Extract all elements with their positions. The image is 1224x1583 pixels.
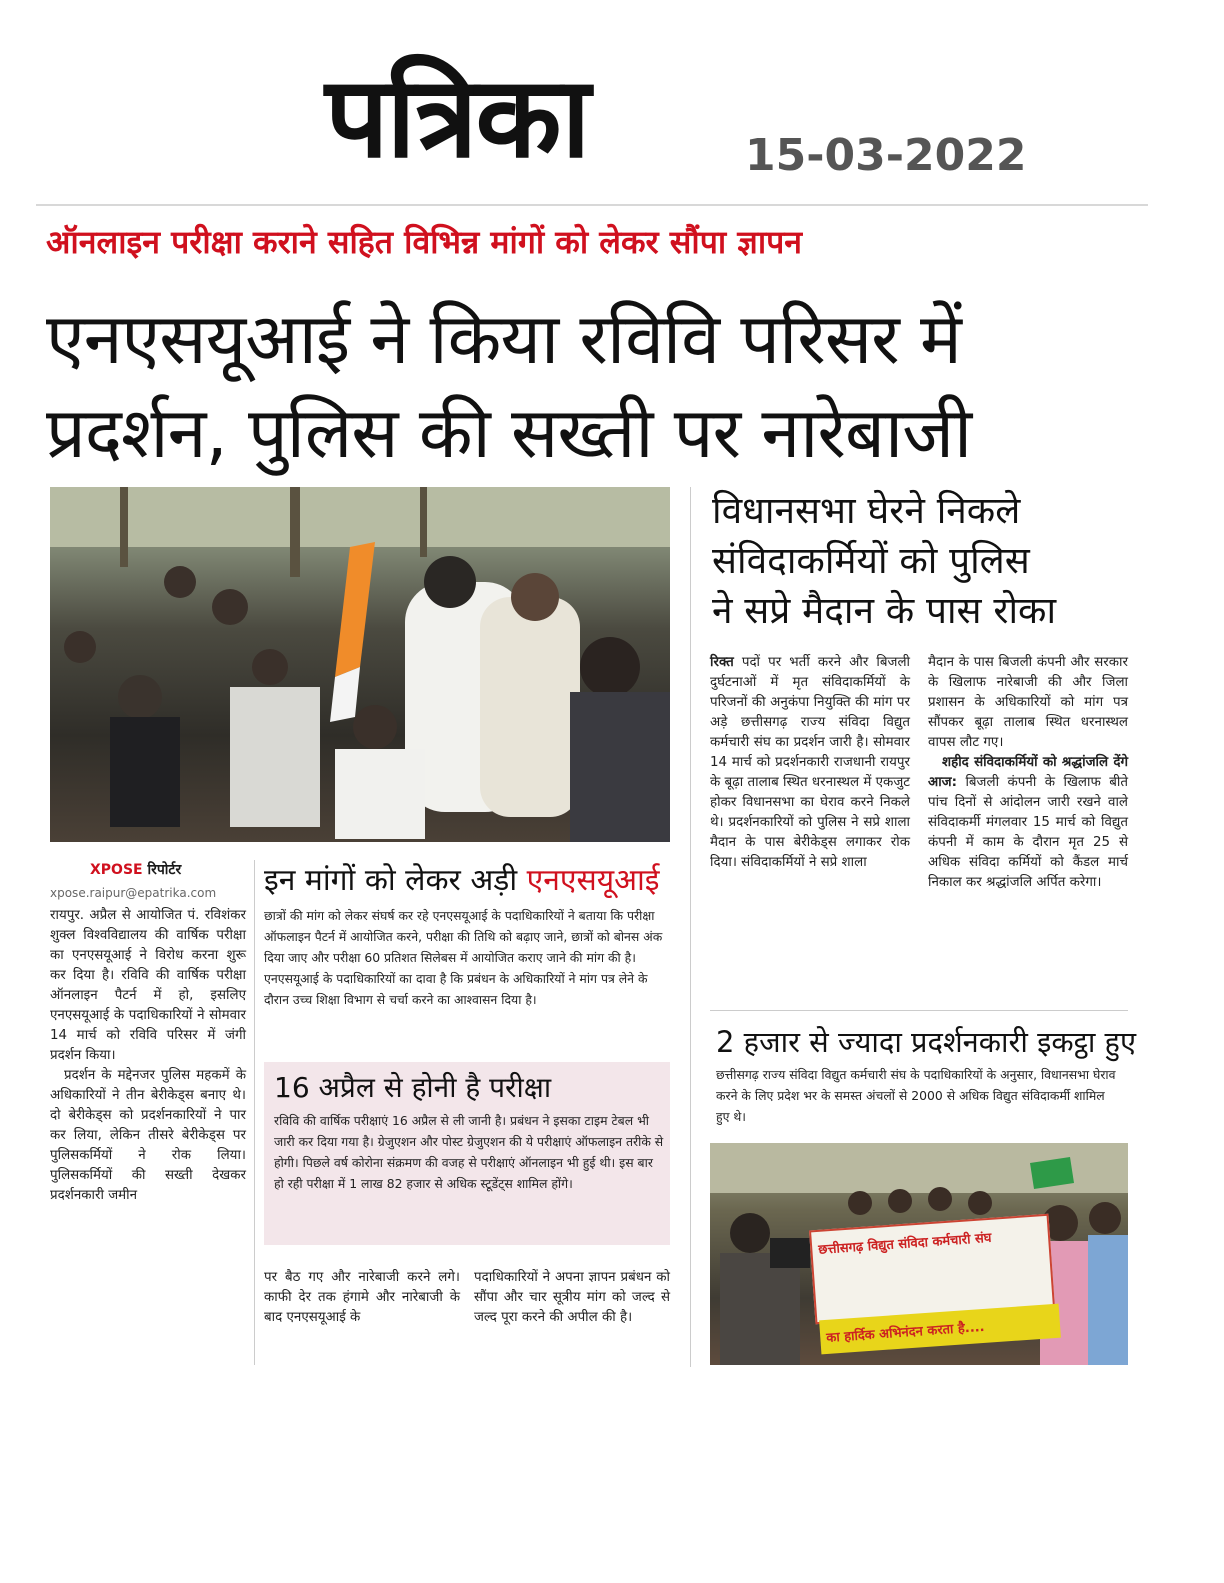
main-body-column-1 [50, 906, 246, 1206]
exam-box-body: रविवि की वार्षिक परीक्षाएं 16 अप्रैल से ली जानी है। प्रबंधन ने इसका टाइम टेबल भी जारी कर दिया गया है। ग्रेजुएशन और पोस्ट ग्रेजुएशन की ये परीक्षाएं ऑफलाइन तरीके से होगी। पिछले वर्ष कोरोना संक्रमण की वजह से परीक्षाएं ऑनलाइन भी हुई थी। इस बार हो रही परीक्षा में 1 लाख 82 हजार से अधिक स्टूडेंट्स शामिल होंगे। [274, 1113, 664, 1191]
subsection-divider [710, 1010, 1128, 1011]
main-headline-line2: प्रदर्शन, पुलिस की सख्ती पर नारेबाजी [46, 392, 972, 474]
side-subheading: 2 हजार से ज्यादा प्रदर्शनकारी इकट्ठा हुए [716, 1025, 1136, 1059]
demands-heading-highlight: एनएसयूआई [526, 863, 660, 898]
protest-photo-illustration [50, 487, 670, 842]
section-divider [690, 487, 691, 1367]
side-headline-line3: ने सप्रे मैदान के पास रोका [712, 589, 1057, 632]
side-body-subsection-text: बिजली कंपनी के खिलाफ बीते पांच दिनों से आंदोलन जारी रखने वाले संविदाकर्मी मंगलवार 15 मार्च को विद्युत कंपनी में काम के दौरान मृत 25 से अधिक संविदा कर्मियों को कैंडल मार्च निकाल कर श्रद्धांजलि अर्पित करेगा। [928, 775, 1128, 890]
masthead-logo: पत्रिका [325, 52, 589, 183]
side-body-lead: रिक्त [710, 655, 734, 670]
side-headline-line1: विधानसभा घेरने निकले [712, 489, 1021, 532]
side-subsection-body: छत्तीसगढ़ राज्य संविदा विद्युत कर्मचारी संघ के पदाधिकारियों के अनुसार, विधानसभा घेराव करने के लिए प्रदेश भर के समस्त अंचलों से 2000 से अधिक विद्युत संविदाकर्मी शामिल हुए थे। [716, 1067, 1116, 1124]
main-body-paragraph-2: प्रदर्शन के मद्देनजर पुलिस महकमें के अधिकारियों ने तीन बेरीकेड्स बनाए थे। दो बेरीकेड्स को प्रदर्शनकारियों ने पार कर लिया, लेकिन तीसरे बेरीकेड्स पर पुलिसकर्मियों ने रोक लिया। पुलिसकर्मियों की सख्ती देखकर प्रदर्शनकारी जमीन [50, 1068, 246, 1203]
rally-banner-strip-text: का हार्दिक अभिनंदन करता है.... [825, 1319, 986, 1346]
side-body-column-1 [710, 653, 910, 873]
side-body-paragraph: मैदान के पास बिजली कंपनी और सरकार के खिलाफ नारेबाजी की और जिला प्रशासन के अधिकारियों को मांग पत्र सौंपकर बूढ़ा तालाब स्थित धरनास्थल वापस लौट गए। [928, 655, 1128, 750]
side-headline-line2: संविदाकर्मियों को पुलिस [712, 539, 1030, 582]
main-body-column-3: पदाधिकारियों ने अपना ज्ञापन प्रबंधन को सौंपा और चार सूत्रीय मांग को जल्द से जल्द पूरा करने की अपील की है। [474, 1270, 670, 1325]
main-body-column-2: पर बैठ गए और नारेबाजी करने लगे। काफी देर तक हंगामे और नारेबाजी के बाद एनएसयूआई के [264, 1270, 460, 1325]
rally-banner-text: छत्तीसगढ़ विद्युत संविदा कर्मचारी संघ [817, 1230, 992, 1258]
side-body-subsection-lead: शहीद संविदाकर्मियों को श्रद्धांजलि देंगे आज: [928, 755, 1128, 790]
side-body-subsection [928, 753, 1128, 893]
main-body-paragraph-1: रायपुर. अप्रैल से आयोजित पं. रविशंकर शुक्ल विश्वविद्यालय की वार्षिक परीक्षा का एनएसयूआई ने विरोध करना शुरू कर दिया है। रविवि की वार्षिक परीक्षा ऑनलाइन पैटर्न में हो, इसलिए एनएसयूआई के पदाधिकारियों ने सोमवार 14 मार्च को रविवि परिसर में जंगी प्रदर्शन किया। [50, 908, 246, 1063]
byline-email: xpose.raipur@epatrika.com [50, 886, 217, 900]
side-body-text: पदों पर भर्ती करने और बिजली दुर्घटनाओं में मृत संविदाकर्मियों के परिजनों की अनुकंपा नियुक्ति की मांग पर अड़े छत्तीसगढ़ राज्य संविदा विद्युत कर्मचारी संघ का प्रदर्शन जारी है। सोमवार 14 मार्च को प्रदर्शनकारी राजधानी रायपुर के बूढ़ा तालाब स्थित धरनास्थल में एकजुट होकर विधानसभा का घेराव करने निकले थे। प्रदर्शनकारियों को पुलिस ने सप्रे शाला मैदान के पास बेरीकेड्स लगाकर रोक दिया। संविदाकर्मियों ने सप्रे शाला [710, 655, 910, 870]
exam-box-heading: 16 अप्रैल से होनी है परीक्षा [274, 1071, 552, 1104]
main-headline-line1: एनएसयूआई ने किया रविवि परिसर में [46, 298, 961, 380]
byline [90, 860, 181, 879]
demands-heading-text: इन मांगों को लेकर अड़ी [264, 863, 527, 898]
column-divider [254, 860, 255, 1365]
byline-brand: XPOSE [90, 862, 143, 878]
demands-heading [264, 858, 660, 899]
publication-date: 15-03-2022 [745, 130, 1027, 181]
protest-photo [50, 487, 670, 842]
side-body-column-2 [928, 653, 1128, 893]
story-kicker: ऑनलाइन परीक्षा कराने सहित विभिन्न मांगों को लेकर सौंपा ज्ञापन [46, 223, 803, 261]
divider [36, 204, 1148, 206]
demands-body: छात्रों की मांग को लेकर संघर्ष कर रहे एनएसयूआई के पदाधिकारियों ने बताया कि परीक्षा ऑफलाइन पैटर्न में आयोजित करने, परीक्षा की तिथि को बढ़ाए जाने, छात्रों को बोनस अंक दिया जाए और परीक्षा 60 प्रतिशत सिलेबस में आयोजित कराए जाने की मांग की है। एनएसयूआई के पदाधिकारियों का दावा है कि प्रबंधन के अधिकारियों ने मांग पत्र लेने के दौरान उच्च शिक्षा विभाग से चर्चा करने का आश्वासन दिया है। [264, 908, 663, 1007]
byline-role: रिपोर्टर [147, 862, 182, 878]
